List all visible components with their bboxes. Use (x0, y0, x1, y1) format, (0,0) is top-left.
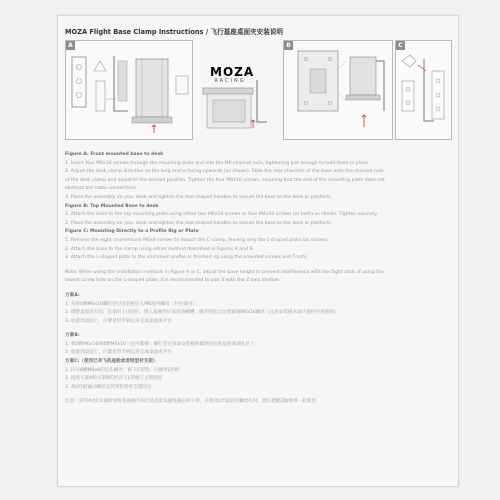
page-title: MOZA Flight Base Clamp Instructions / 飞行基座桌面夹安装说明 (65, 28, 284, 36)
cn-plan-a-step-1: 1. 先将4颗M6x16螺钉穿过安装板拧入M6滑块螺母（拧住即可） (65, 301, 198, 307)
figure-a-illustration (66, 41, 192, 139)
cn-plan-a-heading: 方案A: (65, 292, 80, 298)
desk-clamp-illustration (195, 40, 281, 138)
cn-plan-b-heading: 方案B: (65, 333, 80, 339)
figure-a-step-2a: 2. Adjust the desk clamp direction so the long end is facing upwards (as shown). Slide the rear channels of the base onto the channel nuts (65, 169, 384, 175)
figure-c-illustration (396, 41, 451, 139)
figure-a-heading: Figure A: Front mounted base to desk (65, 152, 164, 157)
figure-badge-a: A (66, 41, 75, 50)
cn-plan-c-step-3: 3. 将L形板通过螺丝安装到铝型材支架固定 (65, 384, 152, 390)
figure-badge-b: B (284, 41, 293, 50)
cn-plan-a-step-2: 2. 调整桌面夹方向，长端向上(如图），滑入基座的后部滑条螺槽，调节到适合位置紧固M6x16螺丝（注意安装板末端不要挡住连接线） (65, 310, 339, 316)
figure-c-step-2: 2. Attach the base to the clamp using either method described in Figures A and B. (65, 246, 255, 252)
logo-brand-text: MOZA (210, 65, 255, 79)
cn-plan-c-heading: 方案C:（使用已有飞机座舱或者铝型材支架） (65, 359, 158, 365)
cn-note: 注意：采用A或C方案时请将基座调节到合适高度以避免撞击杆干涉，在使用L形最底层螺丝孔时，建议搭配Z轴模组一起使用 (65, 399, 316, 405)
figure-b-heading: Figure B: Top Mounted Base to desk (65, 203, 159, 209)
cn-plan-c-step-2: 2. 按照方案A和方案B的形式与L形板与主架固定 (65, 376, 163, 382)
figure-b-step-1: 1. Attach the base to the top mounting plate using either two M6x10 screws or four M4x10 screws (or both) as shown. Tighten securely. (65, 212, 378, 218)
figure-panel-c (395, 40, 452, 140)
note-line-2: lowest screw hole on the L-shaped plate, it is recommended to pair it with the Z-axis module. (65, 278, 281, 284)
figure-a-step-1: 1. Insert four M6x16 screws through the mounting plate and into the M6 channel nuts, tightening just enough to hold them in place. (65, 160, 370, 166)
figure-a-step-2c: obstruct the cable connections. (65, 186, 138, 192)
figure-a-step-2b: of the desk clamp and adjust to the desired position. Tighten the four M6x16 screws, ensuring that the end of the mounting plate does not (65, 177, 385, 183)
figure-panel-desk (195, 40, 281, 140)
instructions-body (65, 151, 451, 407)
figure-c-step-3: 3. Attach the L-shaped plate to the aluminum profile or finished rig using the provided screws and T-nuts. (65, 255, 308, 261)
logo-sub-text: RACING (214, 78, 246, 84)
instruction-sheet (57, 15, 459, 487)
figure-panel-a (65, 40, 193, 140)
note-line-1: Note: When using the installation methods in Figure A or C, adjust the base height to prevent interference with the flight stick. If using the (65, 269, 384, 275)
brand-logo (210, 65, 255, 84)
figure-badge-c: C (396, 41, 405, 50)
figure-b-step-2: 2. Place the assembly on your desk and tighten the star-shaped handles to secure the base to the desk or platform. (65, 220, 332, 226)
figure-c-step-1: 1. Remove the eight countersunk M6x8 screws to detach the C-clamp, leaving only the L-shaped plate (as shown). (65, 237, 329, 243)
cn-plan-b-step-2: 2. 放置到桌面上，拧紧星形手柄以来完成桌面或平台 (65, 350, 172, 356)
figure-c-heading: Figure C: Mounting Directly to a Profile Rig or Plate (65, 229, 199, 235)
figure-panel-b (283, 40, 393, 140)
cn-plan-c-step-1: 1. 拧开8颗M6x8的沉头螺丝，拆下C型钳，只使用L形板 (65, 367, 180, 373)
cn-plan-b-step-1: 1. 将2颗M6x10或4颗M4x10（也可都锁）螺钉穿过顶面安装板锁紧到对应的基座底部孔位上 (65, 341, 255, 347)
figure-panels (65, 40, 452, 140)
figure-b-illustration (284, 41, 392, 139)
cn-plan-a-step-3: 3. 放置到桌面上，拧紧星形手柄以来完成桌面或平台 (65, 318, 172, 324)
figure-a-step-3: 3. Place the assembly on your desk and tighten the star-shaped handles to secure the base to the desk or platform. (65, 194, 332, 200)
